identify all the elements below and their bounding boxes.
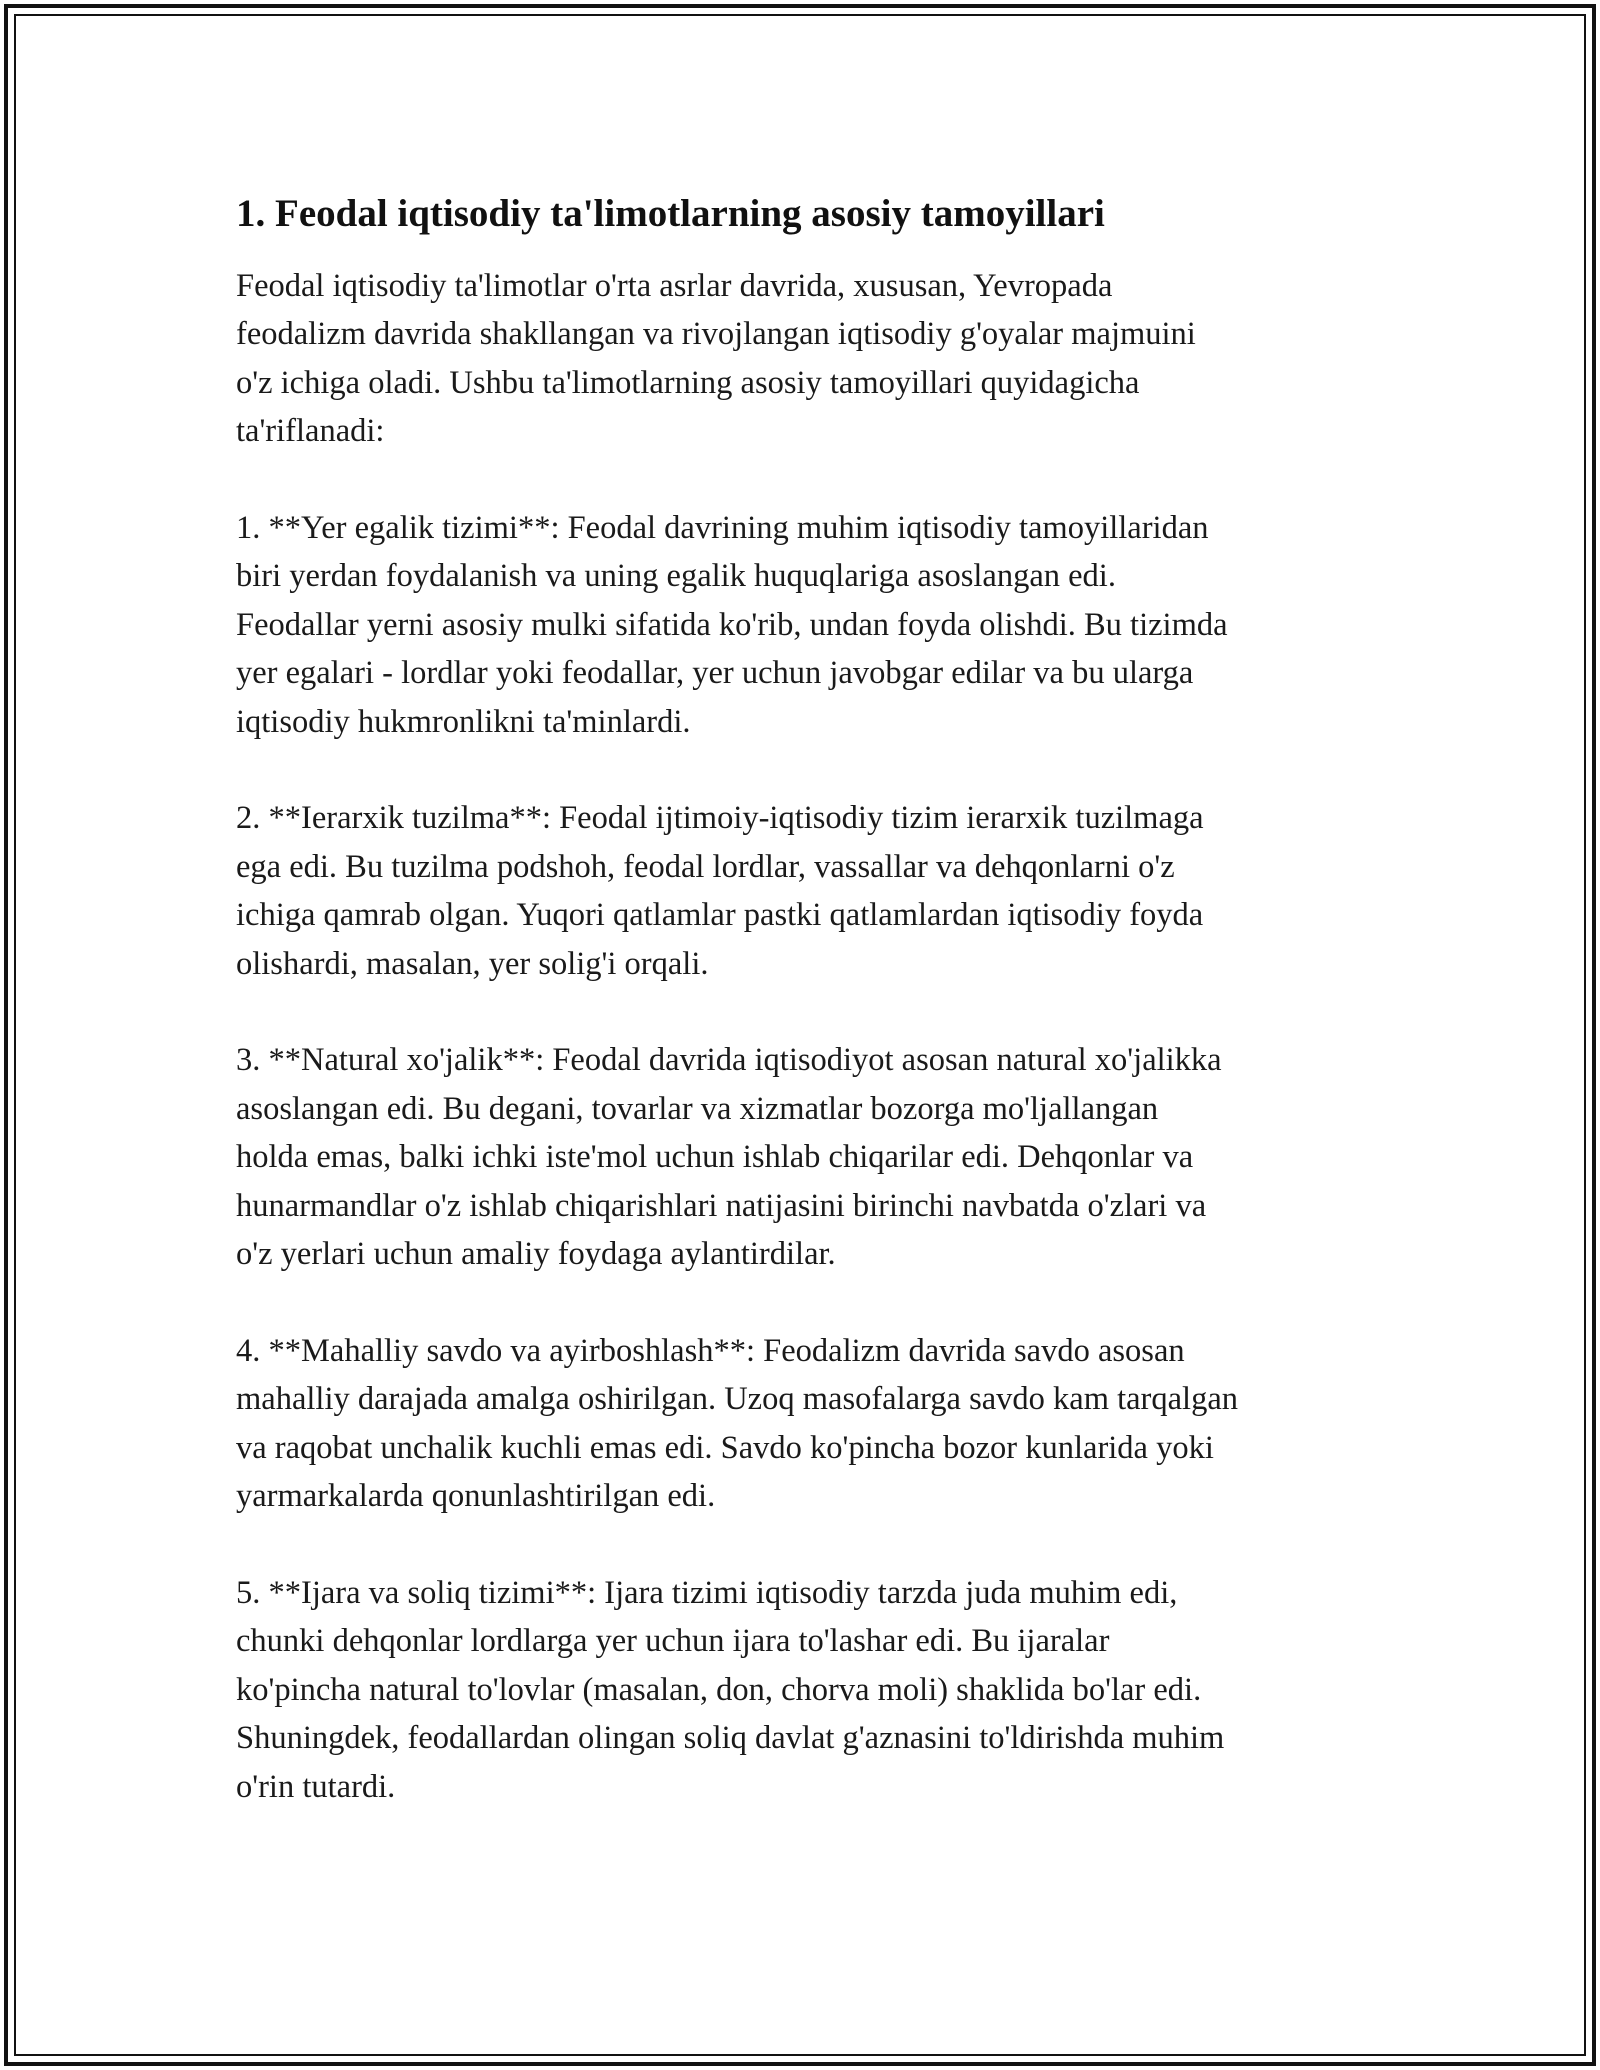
paragraph-natural-xojalik: 3. **Natural xo'jalik**: Feodal davrida iqtisodiyot asosan natural xo'jalikka asoslangan edi. Bu degani, tovarlar va xizmatlar bozorga mo'ljallangan holda emas, balki ichki iste'mol uchun ishlab chiqarilar edi. Dehqonlar va hunarmandlar o'z ishlab chiqarishlari natijasini birinchi navbatda o'zlari va o'z yerlari uchun amaliy foydaga aylantirdilar. [236, 1042, 1222, 1273]
paragraph-ierarxik-tuzilma: 2. **Ierarxik tuzilma**: Feodal ijtimoiy-iqtisodiy tizim ierarxik tuzilmaga ega edi. Bu tuzilma podshoh, feodal lordlar, vassallar va dehqonlarni o'z ichiga qamrab olgan. Yuqori qatlamlar pastki qatlamlardan iqtisodiy foyda olishardi, masalan, yer solig'i orqali. [236, 800, 1204, 982]
intro-paragraph: Feodal iqtisodiy ta'limotlar o'rta asrlar davrida, xususan, Yevropada feodalizm davrida shakllangan va rivojlangan iqtisodiy g'oyalar majmuini o'z ichiga oladi. Ushbu ta'limotlarning asosiy tamoyillari quyidagicha ta'riflanadi: [236, 268, 1196, 450]
paragraph-list [236, 262, 1386, 1811]
paragraph-mahalliy-savdo: 4. **Mahalliy savdo va ayirboshlash**: Feodalizm davrida savdo asosan mahalliy darajada amalga oshirilgan. Uzoq masofalarga savdo kam tarqalgan va raqobat unchalik kuchli emas edi. Savdo ko'pincha bozor kunlarida yoki yarmarkalarda qonunlashtirilgan edi. [236, 1332, 1239, 1515]
document-body [236, 188, 1386, 1811]
document-title: 1. Feodal iqtisodiy ta'limotlarning asosiy tamoyillari [236, 192, 1105, 235]
paragraph-ijara-soliq-tizimi: 5. **Ijara va soliq tizimi**: Ijara tizimi iqtisodiy tarzda juda muhim edi, chunki dehqonlar lordlarga yer uchun ijara to'lashar edi. Bu ijaralar ko'pincha natural to'lovlar (masalan, don, chorva moli) shaklida bo'lar edi. Shuningdek, feodallardan olingan soliq davlat g'aznasini to'ldirishda muhim o'rin tutardi. [236, 1574, 1225, 1805]
paragraph-yer-egalik-tizimi: 1. **Yer egalik tizimi**: Feodal davrining muhim iqtisodiy tamoyillaridan biri yerdan foydalanish va uning egalik huquqlariga asoslangan edi. Feodallar yerni asosiy mulki sifatida ko'rib, undan foyda olishdi. Bu tizimda yer egalari - lordlar yoki feodallar, yer uchun javobgar edilar va bu ularga iqtisodiy hukmronlikni ta'minlardi. [236, 510, 1228, 740]
